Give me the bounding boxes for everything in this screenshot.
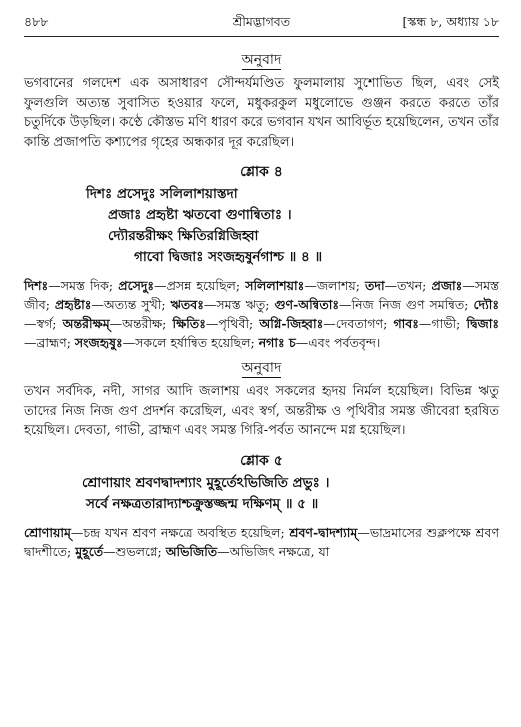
verse-4-line-3: দ্যৌরন্তরীক্ষং ক্ষিতিরগ্নিজিহ্বা — [108, 228, 259, 244]
translation-heading-1: অনুবাদ — [241, 52, 282, 68]
synonym-term: অন্তরীক্ষম্ — [62, 316, 110, 331]
synonym-term: প্রসেদুঃ — [118, 278, 155, 293]
synonym-meaning: —সকলে হর্ষান্বিত হয়েছিল; — [122, 335, 259, 350]
synonym-term: প্রজাঃ — [431, 278, 463, 293]
synonym-term: সংজহৃষুঃ — [74, 335, 123, 350]
synonym-term: গুণ-অন্বিতাঃ — [274, 297, 339, 312]
verse-4-line-4: গাবো দ্বিজাঃ সংজহৃষুর্নগাশ্চ ॥ ৪ ॥ — [134, 249, 323, 265]
verse-5-title: শ্লোক ৫ — [240, 452, 283, 469]
synonym-term: অগ্নি-জিহ্বাঃ — [259, 316, 324, 331]
verse-4-line-2: প্রজাঃ প্রহৃষ্টা ঋতবো গুণান্বিতাঃ । — [108, 207, 292, 223]
synonym-meaning: —জলাশয়; — [304, 278, 366, 293]
page-number: ৪৮৮ — [24, 14, 49, 29]
synonym-term: শ্রবণ-দ্বাদশ্যাম্ — [289, 524, 358, 540]
synonym-meaning: —তখন; — [384, 278, 432, 293]
page-content — [24, 50, 499, 567]
synonyms-4 — [24, 276, 499, 352]
chapter-label: [স্কন্ধ ৮, অধ্যায় ১৮ — [402, 14, 499, 29]
verse-4-line-1: দিশঃ প্রসেদুঃ সলিলাশয়াস্তদা — [86, 186, 238, 202]
synonym-meaning: —ভাদ্রমাসের শুক্লপক্ষে শ্রবণ দ্বাদশীতে; — [24, 524, 500, 559]
synonym-term: নগাঃ চ — [258, 335, 296, 350]
synonym-meaning: —অন্তরীক্ষ; — [109, 316, 173, 331]
synonym-term: গাবঃ — [393, 316, 419, 331]
synonym-term: তদা — [365, 278, 385, 293]
header-rule — [24, 36, 499, 37]
synonym-term: মুহূর্তে — [75, 543, 104, 559]
book-title: শ্রীমদ্ভাগবত — [232, 14, 291, 29]
translation-paragraph-2: তখন সর্বদিক, নদী, সাগর আদি জলাশয় এবং সকলের হৃদয় নির্মল হয়েছিল। বিভিন্ন ঋতু তাদের নিজ নিজ গুণ প্রদর্শন করেছিল, এবং স্বর্গ, অন্তরীক্ষ ও পৃথিবীর সমস্ত জীবেরা হরষিত হয়েছিল। দেবতা, গাভী, ব্রাহ্মণ এবং সমস্ত গিরি-পর্বত আনন্দে মগ্ন হয়েছিল। — [24, 384, 499, 438]
synonym-meaning: —এবং পর্বতবৃন্দ। — [295, 335, 381, 350]
synonym-meaning: —অত্যন্ত সুখী; — [91, 297, 171, 312]
synonym-meaning: —গাভী; — [418, 316, 467, 331]
synonym-meaning: —সমস্ত দিক; — [48, 278, 119, 293]
verse-4-title: শ্লোক ৪ — [240, 164, 283, 180]
synonym-term: প্রহৃষ্টাঃ — [54, 297, 92, 312]
synonym-meaning: —ব্রাহ্মণ; — [24, 335, 75, 350]
synonym-meaning: —সমস্ত জীব; — [24, 278, 500, 312]
synonym-term: ঋতবঃ — [170, 297, 204, 312]
page-header — [24, 14, 499, 32]
verse-5-line-1: শ্রোণায়াং শ্রবণদ্বাদশ্যাং মুহূর্তেঽভিজিতি প্রভুঃ । — [82, 474, 330, 491]
synonym-meaning: —নিজ নিজ গুণ সমন্বিত; — [339, 297, 474, 312]
synonym-meaning: —স্বর্গ; — [24, 316, 63, 331]
synonym-term: দ্বিজাঃ — [466, 316, 499, 331]
synonym-meaning: —অভিজিৎ নক্ষত্রে, যা — [217, 543, 330, 559]
synonym-term: শ্রোণায়াম্ — [24, 524, 71, 540]
verse-5-line-2: সর্বে নক্ষত্রতারাদ্যাশ্চক্রুস্তজ্জন্ম দক্ষিণম্ ॥ ৫ ॥ — [86, 495, 319, 512]
synonym-meaning: —সমস্ত ঋতু; — [203, 297, 275, 312]
synonym-meaning: —চন্দ্র যখন শ্রবণ নক্ষত্রে অবস্থিত হয়েছিল; — [70, 524, 290, 540]
translation-heading-2: অনুবাদ — [241, 360, 282, 376]
translation-paragraph-1: ভগবানের গলদেশ এক অসাধারণ সৌন্দর্যমণ্ডিত ফুলমালায় সুশোভিত ছিল, এবং সেই ফুলগুলি অত্যন্ত সুবাসিত হওয়ার ফলে, মধুকরকুল মধুলোভে গুঞ্জন করতে করতে তাঁর চতুর্দিকে উড়ছিল। কণ্ঠে কৌস্তভ মণি ধারণ করে ভগবান যখন আবির্ভূত হয়েছিলেন, তখন তাঁর কান্তি প্রজাপতি কশ্যপের গৃহের অন্ধকার দূর করেছিল। — [24, 76, 499, 150]
synonym-term: ক্ষিতিঃ — [172, 316, 206, 331]
synonym-meaning: —শুভলগ্নে; — [103, 543, 166, 559]
synonyms-5 — [24, 523, 499, 561]
synonym-term: দ্যৌঃ — [473, 297, 499, 312]
synonym-meaning: —প্রসন্ন হয়েছিল; — [154, 278, 246, 293]
synonym-term: অভিজিতি — [165, 543, 218, 559]
synonym-meaning: —দেবতাগণ; — [323, 316, 394, 331]
synonym-term: দিশঃ — [24, 278, 49, 293]
synonym-term: সলিলাশয়াঃ — [245, 278, 305, 293]
synonym-meaning: —পৃথিবী; — [205, 316, 260, 331]
